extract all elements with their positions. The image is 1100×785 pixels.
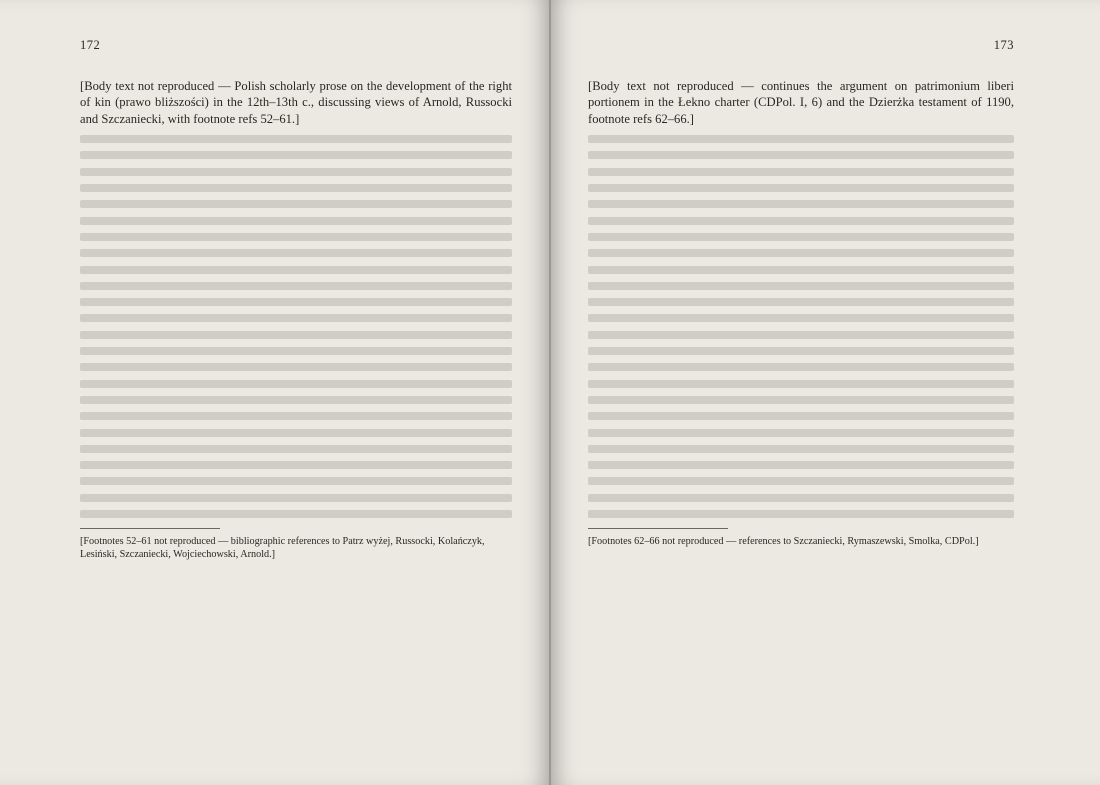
text-placeholder	[588, 135, 1014, 518]
footnotes	[588, 535, 1014, 548]
right-page	[550, 0, 1100, 785]
gutter	[549, 0, 551, 785]
body-summary: [Body text not reproduced — continues the argument on patrimonium liberi portionem in the Łekno charter (CDPol. I, 6) and the Dzierżka testament of 1190, footnote refs 62–66.]	[588, 79, 1014, 126]
body-summary: [Body text not reproduced — Polish scholarly prose on the development of the right of kin (prawo bliższości) in the 12th–13th c., discussing views of Arnold, Russocki and Szczaniecki, with footnote refs 52–61.]	[80, 79, 512, 126]
page-number: 173	[993, 38, 1014, 52]
footnotes	[80, 535, 512, 561]
footnote-summary: [Footnotes 52–61 not reproduced — bibliographic references to Patrz wyżej, Russocki, Kolańczyk, Lesiński, Szczaniecki, Wojciechowski, Arnold.]	[80, 536, 485, 561]
footnote-rule	[588, 528, 728, 529]
footnote-rule	[80, 528, 220, 529]
body-text	[588, 78, 1014, 518]
footnote-summary: [Footnotes 62–66 not reproduced — references to Szczaniecki, Rymaszewski, Smolka, CDPol.]	[588, 536, 979, 548]
text-placeholder	[80, 135, 512, 518]
body-text	[80, 78, 512, 518]
page-number: 172	[80, 38, 101, 52]
